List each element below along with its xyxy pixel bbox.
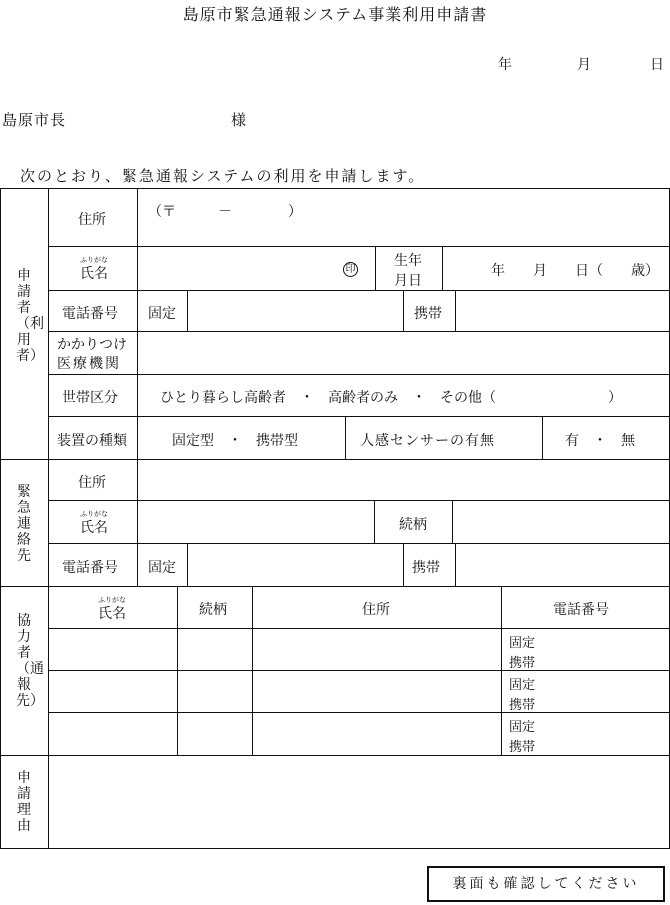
addressee-suffix: 様 xyxy=(231,111,247,129)
helper-row-2-mobile-label: 携帯 xyxy=(509,698,536,713)
sensor-label: 人感センサーの有無 xyxy=(360,433,495,449)
applicant-postal: （〒 － ） xyxy=(148,204,302,220)
helpers-address-header: 住所 xyxy=(362,602,390,618)
seal-mark: 印 xyxy=(343,262,358,277)
emergency-phone-fixed-label: 固定 xyxy=(148,560,176,576)
helpers-name-header: 氏名 xyxy=(98,606,126,622)
device-options: 固定型 ・ 携帯型 xyxy=(172,433,298,449)
household-label: 世帯区分 xyxy=(62,390,118,406)
helpers-relation-header: 続柄 xyxy=(199,602,227,618)
helpers-name-ruby: ふりがな xyxy=(98,596,126,604)
intro-text: 次のとおり、緊急通報システムの利用を申請します。 xyxy=(20,167,426,185)
applicant-name-ruby: ふりがな xyxy=(80,256,108,264)
helper-row-1-fixed-label: 固定 xyxy=(509,636,536,651)
section-applicant: 申請者（利用者） xyxy=(16,268,44,364)
helper-row-1-mobile-label: 携帯 xyxy=(509,656,536,671)
applicant-phone-fixed-label: 固定 xyxy=(148,306,176,322)
date-day: 日 xyxy=(650,57,664,73)
page-title: 島原市緊急通報システム事業利用申請書 xyxy=(182,5,488,24)
household-options: ひとり暮らし高齢者 ・ 高齢者のみ ・ その他（ ） xyxy=(160,390,622,406)
birth-label-2: 月日 xyxy=(394,273,422,289)
applicant-phone-mobile-label: 携帯 xyxy=(414,306,442,322)
applicant-phone-label: 電話番号 xyxy=(62,306,118,322)
emergency-address-label: 住所 xyxy=(78,475,106,491)
helpers-phone-header: 電話番号 xyxy=(553,602,609,618)
date-year: 年 xyxy=(498,57,512,73)
sensor-options: 有 ・ 無 xyxy=(565,433,635,449)
addressee: 島原市長 xyxy=(2,111,67,129)
date-month: 月 xyxy=(577,57,591,73)
emergency-name-label: 氏名 xyxy=(80,520,108,536)
emergency-relation-label: 続柄 xyxy=(399,517,427,533)
emergency-name-ruby: ふりがな xyxy=(80,510,108,518)
birth-date-value: 年 月 日（ 歳） xyxy=(491,263,659,279)
footer-note-box: 裏面も確認してください xyxy=(427,866,665,902)
birth-label-1: 生年 xyxy=(394,253,422,269)
helper-row-2-fixed-label: 固定 xyxy=(509,678,536,693)
applicant-name-label: 氏名 xyxy=(80,266,108,282)
emergency-phone-mobile-label: 携帯 xyxy=(412,560,440,576)
device-label: 装置の種類 xyxy=(57,433,127,449)
applicant-address-label: 住所 xyxy=(78,212,106,228)
section-helpers: 協力者（通報先） xyxy=(16,613,44,709)
hospital-label-1: かかりつけ xyxy=(57,337,127,353)
emergency-phone-label: 電話番号 xyxy=(62,560,118,576)
helper-row-3-mobile-label: 携帯 xyxy=(509,740,536,755)
section-emergency-contact: 緊急連絡先 xyxy=(17,484,31,564)
hospital-label-2: 医療機関 xyxy=(57,356,121,372)
helper-row-3-fixed-label: 固定 xyxy=(509,720,536,735)
section-reason: 申請理由 xyxy=(17,770,31,834)
